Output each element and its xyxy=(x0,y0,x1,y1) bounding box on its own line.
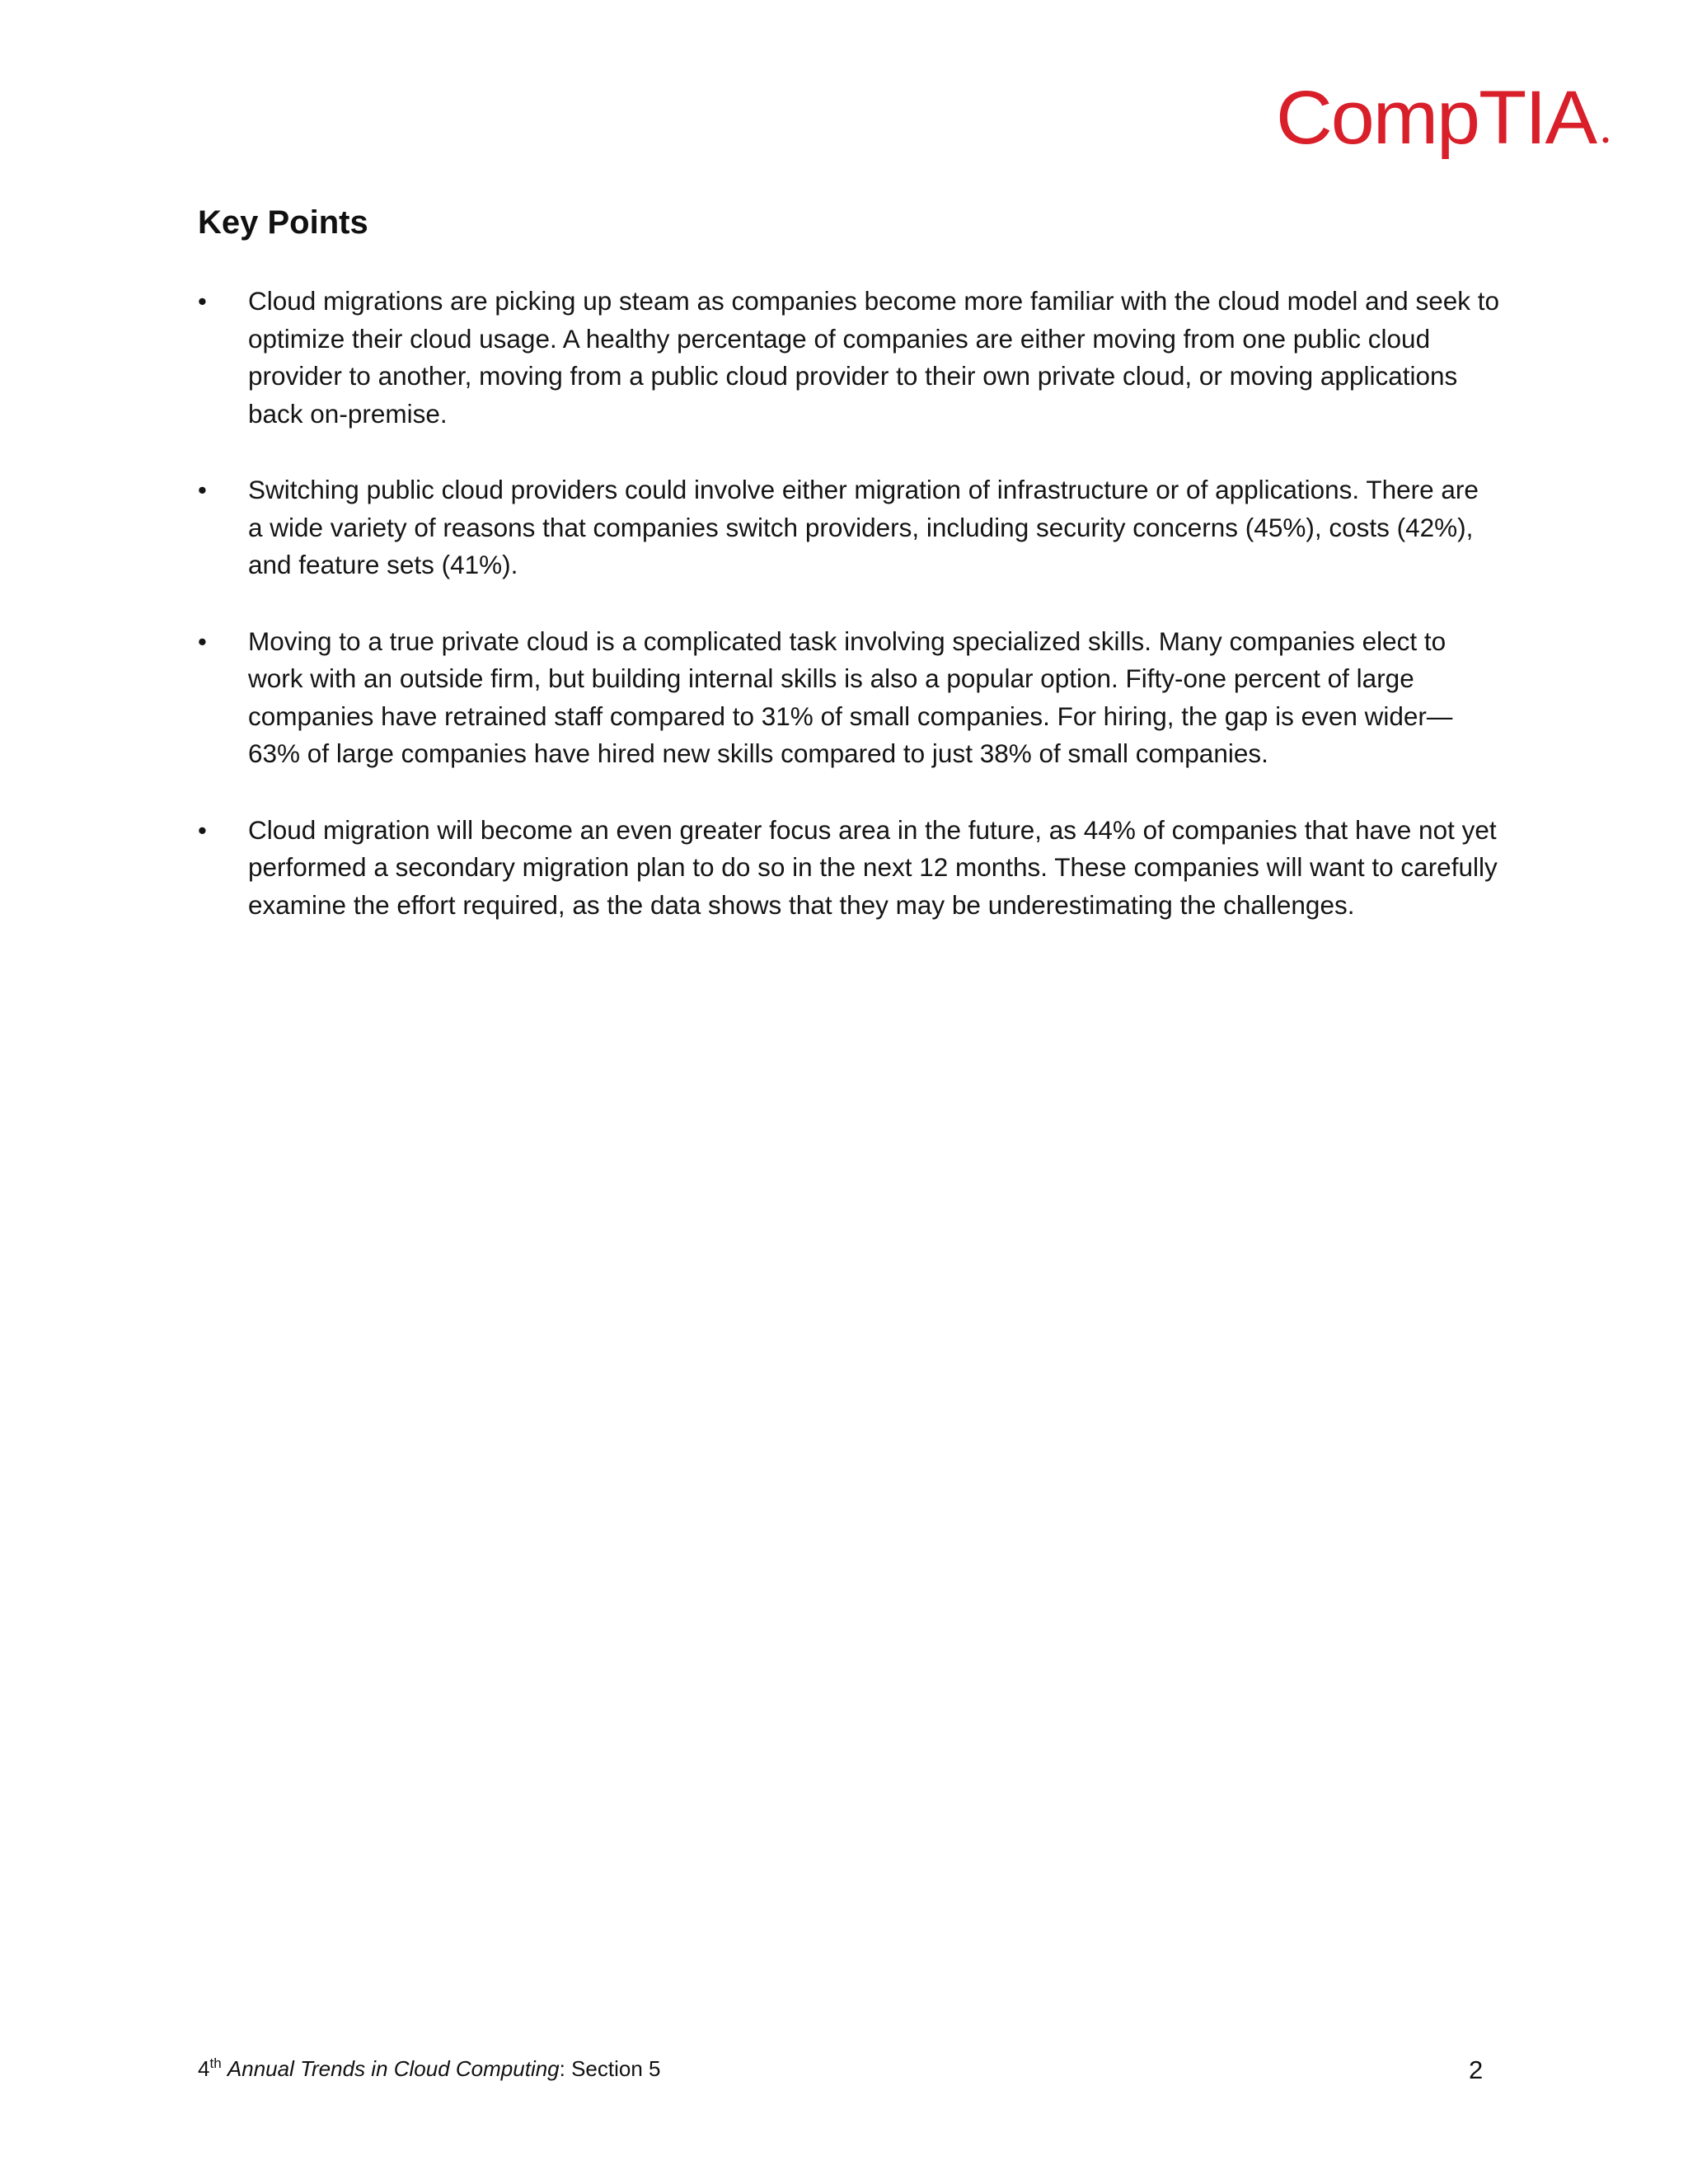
footer-ordinal-number: 4 xyxy=(198,2056,210,2081)
key-points-list xyxy=(198,283,1500,963)
list-item xyxy=(198,812,1500,925)
registered-mark-icon xyxy=(1603,138,1609,143)
footer-title xyxy=(198,2052,661,2085)
list-item xyxy=(198,471,1500,584)
bullet-icon: • xyxy=(198,815,207,845)
point-text: Switching public cloud providers could involve either migration of infrastructure or of applications. There are a wide variety of reasons that companies switch providers, including security concerns (45%), costs (42%), and feature sets (41%). xyxy=(248,475,1479,579)
footer-section-label: : Section 5 xyxy=(559,2056,661,2081)
footer-report-title: Annual Trends in Cloud Computing xyxy=(227,2056,560,2081)
point-text: Cloud migration will become an even greater focus area in the future, as 44% of companies that have not yet performed a secondary migration plan to do so in the next 12 months. These companies will want to carefully examine the effort required, as the data shows that they may be underestimating the challenges. xyxy=(248,814,1498,920)
bullet-icon: • xyxy=(198,626,207,656)
comptia-logo xyxy=(1276,76,1622,166)
bullet-icon: • xyxy=(198,287,207,316)
point-text: Cloud migrations are picking up steam as companies become more familiar with the cloud model and seek to optimize their cloud usage. A healthy percentage of companies are either moving from one public cloud provider to another, moving from a public cloud provider to their own private cloud, or moving applications back on-premise. xyxy=(248,286,1499,429)
list-item xyxy=(198,283,1500,433)
comptia-logo-text: CompTIA xyxy=(1276,76,1598,160)
point-text: Moving to a true private cloud is a complicated task involving specialized skills. Many companies elect to work with an outside firm, but building internal skills is also a popular option. Fifty-one percent of large companies have retrained staff compared to 31% of small companies. For hiring, the gap is even wider—63% of large companies have hired new skills compared to just 38% of small companies. xyxy=(248,626,1453,768)
bullet-icon: • xyxy=(198,476,207,504)
footer-ordinal-suffix: th xyxy=(209,2055,222,2071)
page-heading: Key Points xyxy=(198,204,368,241)
page-number: 2 xyxy=(1469,2055,1484,2084)
list-item xyxy=(198,623,1500,773)
